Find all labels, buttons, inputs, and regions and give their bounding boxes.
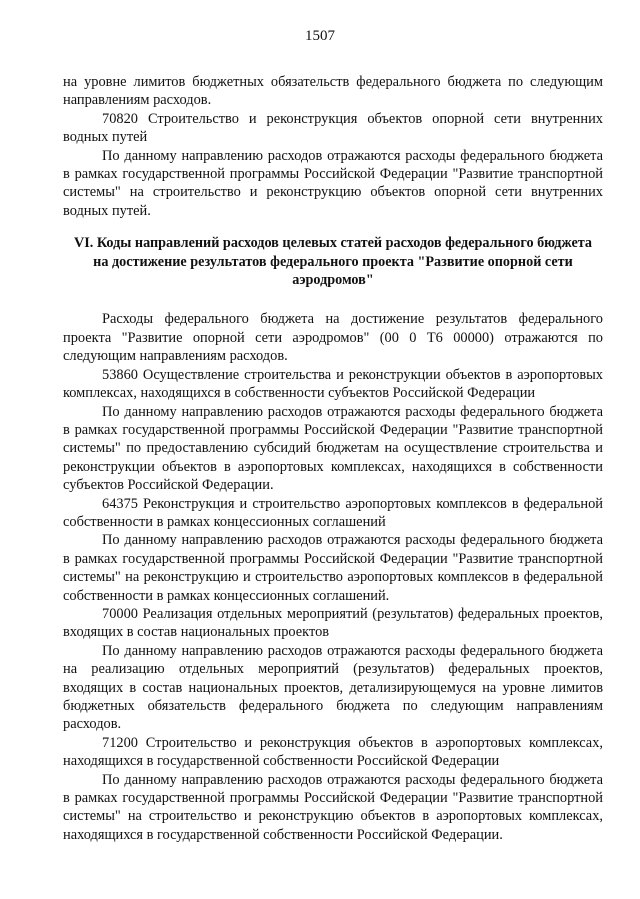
paragraph: По данному направлению расходов отражаются расходы федерального бюджета в рамках государственной программы Российской Федерации "Развитие транспортной системы" на реконструкцию и строительство аэропортовых комплексов в федеральной собственности в рамках концессионных соглашений. <box>63 532 603 604</box>
paragraph: По данному направлению расходов отражаются расходы федерального бюджета в рамках государственной программы Российской Федерации "Развитие транспортной системы" на строительство и реконструкцию объектов в аэропортовых комплексах, находящихся в государственной собственности Российской Федерации. <box>63 771 603 843</box>
paragraph: 64375 Реконструкция и строительство аэропортовых комплексов в федеральной собственности в рамках концессионных соглашений <box>63 495 603 530</box>
section-heading: VI. Коды направлений расходов целевых статей расходов федерального бюджета на достижение результатов федерального проекта "Развитие опорной сети аэродромов" <box>73 235 593 289</box>
paragraph: По данному направлению расходов отражаются расходы федерального бюджета в рамках государственной программы Российской Федерации "Развитие транспортной системы" по предоставлению субсидий бюджетам на осуществление строительства и реконструкции объектов в аэропортовых комплексах, находящихся в собственности субъектов Российской Федерации. <box>63 403 603 494</box>
paragraph: По данному направлению расходов отражаются расходы федерального бюджета в рамках государственной программы Российской Федерации "Развитие транспортной системы" на строительство и реконструкцию объектов опорной сети внутренних водных путей. <box>63 147 603 219</box>
page-number: 1507 <box>305 28 335 44</box>
paragraph: 53860 Осуществление строительства и реконструкции объектов в аэропортовых комплексах, находящихся в собственности субъектов Российской Федерации <box>63 366 603 402</box>
paragraph: 70000 Реализация отдельных мероприятий (результатов) федеральных проектов, входящих в состав национальных проектов <box>63 605 603 641</box>
paragraph: Расходы федерального бюджета на достижение результатов федерального проекта "Развитие опорной сети аэродромов" (00 0 Т6 00000) отражаются по следующим направлениям расходов. <box>63 311 603 365</box>
paragraph: 70820 Строительство и реконструкция объектов опорной сети внутренних водных путей <box>63 110 603 146</box>
document-body <box>63 73 603 844</box>
paragraph: на уровне лимитов бюджетных обязательств федерального бюджета по следующим направлениям расходов. <box>63 74 603 109</box>
paragraph: 71200 Строительство и реконструкция объектов в аэропортовых комплексах, находящихся в государственной собственности Российской Федерации <box>63 734 603 770</box>
paragraph: По данному направлению расходов отражаются расходы федерального бюджета на реализацию отдельных мероприятий (результатов) федеральных проектов, входящих в состав национальных проектов, детализирующемуся на уровне лимитов бюджетных обязательств федерального бюджета по следующим направлениям расходов. <box>63 642 603 733</box>
